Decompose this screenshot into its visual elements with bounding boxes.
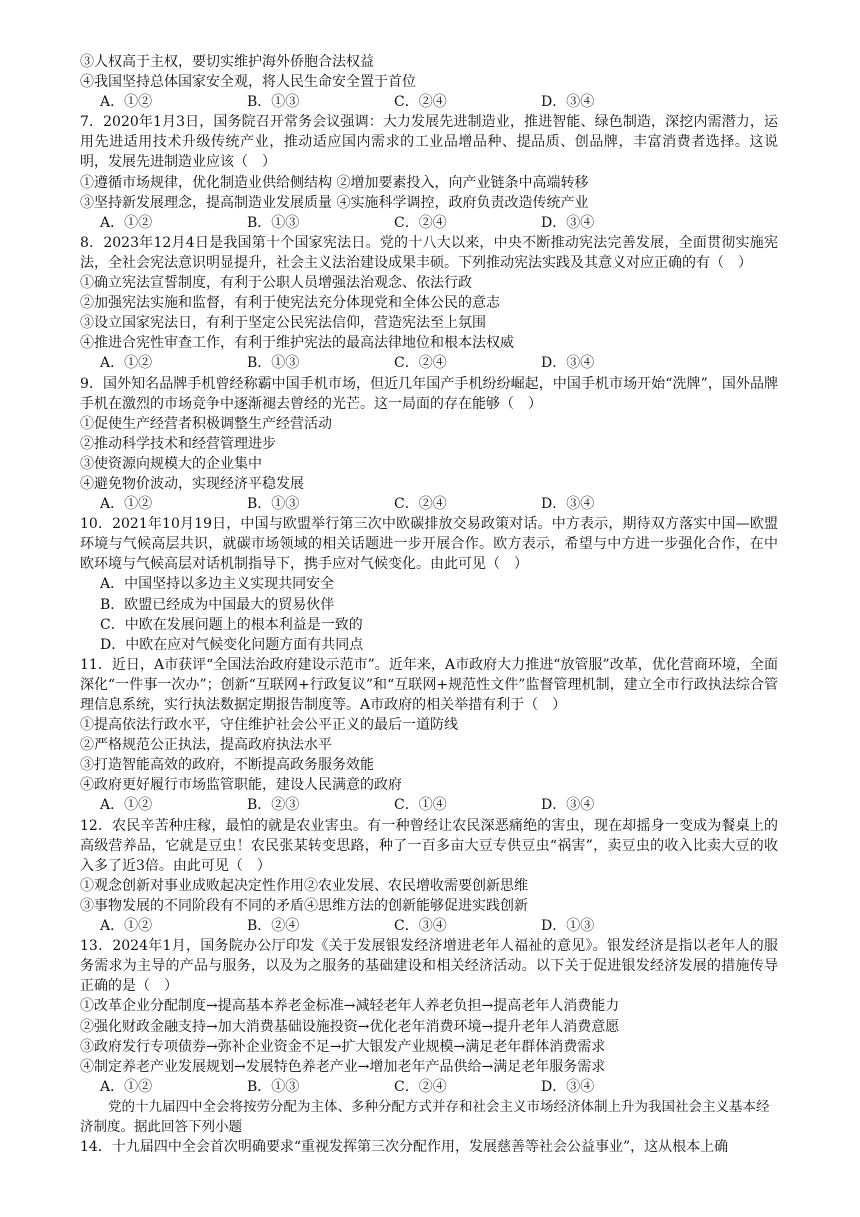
exam-page — [80, 52, 778, 1157]
q12-stem: 12．农民辛苦种庄稼，最怕的就是农业害虫。有一种曾经让农民深恶痛绝的害虫，现在却摇身一变成为餐桌上的高级营养品，它就是豆虫！农民张某转变思路，种了一百多亩大豆专供豆虫“祸害”，卖豆虫的收入比卖大豆的收入多了近3倍。由此可见（ ） — [80, 817, 778, 874]
q11-option-c[interactable]: C．①④ — [394, 797, 447, 814]
q8-option-b[interactable]: B．①③ — [247, 355, 300, 372]
q10-option-c[interactable]: C．中欧在发展问题上的根本利益是一致的 — [100, 616, 363, 633]
q13-statement-3: ③政府发行专项债券→弥补企业资金不足→扩大银发产业规模→满足老年群体消费需求 — [80, 1038, 606, 1055]
q6-option-c[interactable]: C．②④ — [394, 94, 447, 111]
q7-statements-34: ③坚持新发展理念，提高制造业发展质量 ④实施科学调控，政府负责改造传统产业 — [80, 194, 589, 211]
q8-statement-2: ②加强宪法实施和监督，有利于使宪法充分体现党和全体公民的意志 — [80, 295, 500, 312]
q11-stem: 11．近日，A市获评“全国法治政府建设示范市”。近年来，A市政府大力推进“放管服”改革，优化营商环境，全面深化“一件事一次办”；创新“互联网+行政复议”和“互联网+规范性文件”监督管理机制，建立全市行政执法综合管理信息系统，实行执法数据定期报告制度等。A市政府的相关举措有利于（ ） — [80, 656, 778, 713]
q12-option-a[interactable]: A．①② — [100, 918, 153, 935]
q8-statement-3: ③设立国家宪法日，有利于坚定公民宪法信仰，营造宪法至上氛围 — [80, 315, 486, 332]
q9-options — [80, 494, 778, 514]
q9-option-a[interactable]: A．①② — [100, 496, 153, 513]
q11-statement-1: ①提高依法行政水平，守住维护社会公平正义的最后一道防线 — [80, 717, 458, 734]
q6-option-a[interactable]: A．①② — [100, 94, 153, 111]
q8-statement-1: ①确立宪法宣誓制度，有利于公职人员增强法治观念、依法行政 — [80, 275, 472, 292]
q13-options — [80, 1077, 778, 1097]
q9-stem: 9．国外知名品牌手机曾经称霸中国手机市场，但近几年国产手机纷纷崛起，中国手机市场开始“洗牌”，国外品牌手机在激烈的市场竞争中逐渐褪去曾经的光芒。这一局面的存在能够（ ） — [80, 375, 779, 412]
q8-options — [80, 353, 778, 373]
q9-option-b[interactable]: B．①③ — [247, 496, 300, 513]
q7-option-b[interactable]: B．①③ — [247, 214, 300, 231]
q13-stem: 13．2024年1月，国务院办公厅印发《关于发展银发经济增进老年人福祉的意见》。银发经济是指以老年人的服务需求为主导的产品与服务，以及为之服务的基础建设和相关经济活动。以下关于促进银发经济发展的措施传导正确的是（ ） — [80, 938, 778, 995]
q13-option-a[interactable]: A．①② — [100, 1078, 153, 1095]
q7-options — [80, 213, 778, 233]
q13-option-c[interactable]: C．②④ — [394, 1078, 447, 1095]
q9-option-d[interactable]: D．③④ — [541, 496, 595, 513]
q6-options — [80, 92, 778, 112]
q11-statement-4: ④政府更好履行市场监管职能，建设人民满意的政府 — [80, 777, 402, 794]
q8-stem: 8．2023年12月4日是我国第十个国家宪法日。党的十八大以来，中央不断推动宪法完善发展，全面贯彻实施宪法，全社会宪法意识明显提升，社会主义法治建设成果丰硕。下列推动宪法实践及其意义对应正确的有（ ） — [80, 234, 778, 271]
q11-statement-3: ③打造智能高效的政府，不断提高政务服务效能 — [80, 757, 374, 774]
q13-option-b[interactable]: B．①③ — [247, 1078, 300, 1095]
q12-options — [80, 916, 778, 936]
q10-stem: 10．2021年10月19日，中国与欧盟举行第三次中欧碳排放交易政策对话。中方表示，期待双方落实中国—欧盟环境与气候高层共识，就碳市场领域的相关话题进一步开展合作。欧方表示，希望与中方进一步强化合作，在中欧环境与气候高层对话机制指导下，携手应对气候变化。由此可见（ ） — [80, 516, 778, 573]
q7-option-d[interactable]: D．③④ — [541, 214, 595, 231]
q11-option-d[interactable]: D．③④ — [541, 797, 595, 814]
q14-stem: 14．十九届四中全会首次明确要求“重视发挥第三次分配作用，发展慈善等社会公益事业”，这从根本上确 — [80, 1139, 729, 1156]
q11-option-a[interactable]: A．①② — [100, 797, 153, 814]
q10-option-a[interactable]: A．中国坚持以多边主义实现共同安全 — [100, 576, 335, 593]
q7-stem: 7．2020年1月3日，国务院召开常务会议强调：大力发展先进制造业，推进智能、绿色制造，深挖内需潜力，运用先进适用技术升级传统产业，推动适应国内需求的工业品增品种、提品质、创品牌，丰富消费者选择。这说明，发展先进制造业应该（ ） — [80, 114, 778, 171]
q9-option-c[interactable]: C．②④ — [394, 496, 447, 513]
q13-statement-2: ②强化财政金融支持→加大消费基础设施投资→优化老年消费环境→提升老年人消费意愿 — [80, 1018, 620, 1035]
q6-statement-4: ④我国坚持总体国家安全观，将人民生命安全置于首位 — [80, 74, 416, 91]
q6-option-b[interactable]: B．①③ — [247, 94, 300, 111]
q7-statements-12: ①遵循市场规律，优化制造业供给侧结构 ②增加要素投入，向产业链条中高端转移 — [80, 174, 589, 191]
q12-option-b[interactable]: B．②④ — [247, 918, 300, 935]
q13-option-d[interactable]: D．③④ — [541, 1078, 595, 1095]
q9-statement-4: ④避免物价波动，实现经济平稳发展 — [80, 475, 304, 492]
q8-option-d[interactable]: D．③④ — [541, 355, 595, 372]
q11-statement-2: ②严格规范公正执法，提高政府执法水平 — [80, 737, 332, 754]
q11-option-b[interactable]: B．②③ — [247, 797, 300, 814]
q7-option-a[interactable]: A．①② — [100, 214, 153, 231]
q8-option-c[interactable]: C．②④ — [394, 355, 447, 372]
q11-options — [80, 795, 778, 815]
q8-option-a[interactable]: A．①② — [100, 355, 153, 372]
q7-option-c[interactable]: C．②④ — [394, 214, 447, 231]
q13-statement-4: ④制定养老产业发展规划→发展特色养老产业→增加老年产品供给→满足老年服务需求 — [80, 1058, 606, 1075]
q9-statement-1: ①促使生产经营者积极调整生产经营活动 — [80, 415, 332, 432]
group-intro: 党的十九届四中全会将按劳分配为主体、多种分配方式并存和社会主义市场经济体制上升为我国社会主义基本经济制度。据此回答下列小题 — [80, 1098, 770, 1135]
q10-option-d[interactable]: D．中欧在应对气候变化问题方面有共同点 — [100, 636, 364, 653]
q6-option-d[interactable]: D．③④ — [541, 94, 595, 111]
q9-statement-2: ②推动科学技术和经营管理进步 — [80, 435, 276, 452]
q12-option-d[interactable]: D．①③ — [541, 918, 595, 935]
q12-statements-12: ①观念创新对事业成败起决定性作用②农业发展、农民增收需要创新思维 — [80, 877, 528, 894]
q12-option-c[interactable]: C．③④ — [394, 918, 447, 935]
q9-statement-3: ③使资源向规模大的企业集中 — [80, 455, 262, 472]
q10-option-b[interactable]: B．欧盟已经成为中国最大的贸易伙伴 — [100, 596, 335, 613]
q6-statement-3: ③人权高于主权，要切实维护海外侨胞合法权益 — [80, 54, 374, 70]
q13-statement-1: ①改革企业分配制度→提高基本养老金标准→减轻老年人养老负担→提高老年人消费能力 — [80, 998, 620, 1015]
q12-statements-34: ③事物发展的不同阶段有不同的矛盾④思维方法的创新能够促进实践创新 — [80, 897, 528, 914]
q8-statement-4: ④推进合宪性审查工作，有利于维护宪法的最高法律地位和根本法权威 — [80, 335, 514, 352]
